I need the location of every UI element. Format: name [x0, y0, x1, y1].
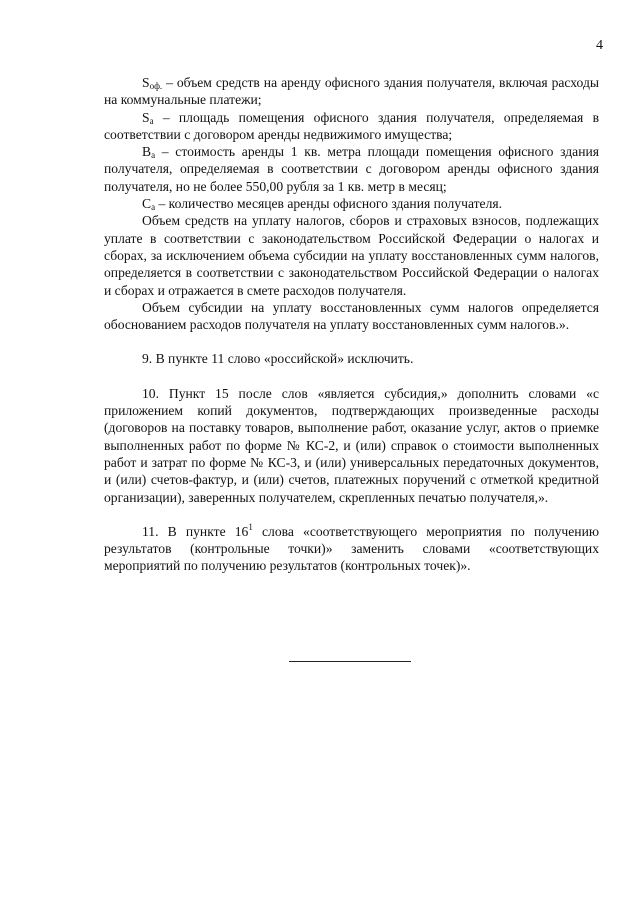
definition-b-a	[104, 143, 599, 195]
page-number: 4	[596, 38, 603, 53]
item-11-text: слова «соответствующего мероприятия по получению результатов (контрольные точки)» заменить словами «соответствующих мероприятий по получению результатов (контрольных точек)».	[104, 523, 600, 574]
item-11-lead: 11. В пункте 16	[142, 523, 249, 539]
paragraph-subsidy: Объем субсидии на уплату восстановленных сумм налогов определяется обоснованием расходов получателя на уплату восстановленных сумм налогов.».	[104, 299, 599, 333]
definition-s-of	[104, 74, 599, 109]
symbol-subscript: оф.	[149, 81, 163, 91]
definition-text: – площадь помещения офисного здания получателя, определяемая в соответствии с договором аренды недвижимого имущества;	[104, 109, 599, 142]
definition-text: – количество месяцев аренды офисного здания получателя.	[155, 196, 503, 212]
document-body	[104, 74, 599, 575]
symbol: S	[142, 75, 150, 90]
symbol-subscript: а	[149, 115, 154, 126]
definition-text: – стоимость аренды 1 кв. метра площади помещения офисного здания получателя, определяемая в соответствии с договором аренды офисного здания получателя, но не более 550,00 рубля за 1 кв. метр в месяц;	[104, 144, 599, 194]
symbol: C	[142, 196, 152, 212]
definition-s-a	[104, 109, 599, 144]
definition-c-a	[104, 195, 599, 212]
symbol-subscript: а	[151, 202, 156, 213]
definition-text: – объем средств на аренду офисного здания получателя, включая расходы на коммунальные платежи;	[104, 75, 599, 108]
symbol: B	[142, 144, 152, 160]
item-11	[104, 523, 599, 575]
item-10: 10. Пункт 15 после слов «является субсидия,» дополнить словами «с приложением копий документов, подтверждающих произведенные расходы (договоров на поставку товаров, выполнение работ, оказание услуг, актов о приемке выполненных работ по форме № КС-2, и (или) справок о стоимости выполненных работ и затрат по форме № КС-3, и (или) универсальных передаточных документов, и (или) счетов-фактур, и (или) счетов, платежных поручений с отметкой кредитной организации), заверенных получателем, скрепленных печатью получателя,».	[104, 385, 599, 505]
item-11-superscript: 1	[248, 521, 253, 532]
symbol: S	[142, 109, 150, 125]
symbol-subscript: а	[151, 150, 156, 161]
paragraph-taxes: Объем средств на уплату налогов, сборов и страховых взносов, подлежащих уплате в соответствии с законодательством Российской Федерации о налогах и сборах, за исключением объема субсидии на уплату восстановленных сумм налогов, определяется в соответствии с законодательством Российской Федерации о налогах и сборах и отражается в смете расходов получателя.	[104, 213, 599, 298]
closing-rule	[289, 661, 411, 662]
item-9: 9. В пункте 11 слово «российской» исключить.	[142, 351, 414, 367]
